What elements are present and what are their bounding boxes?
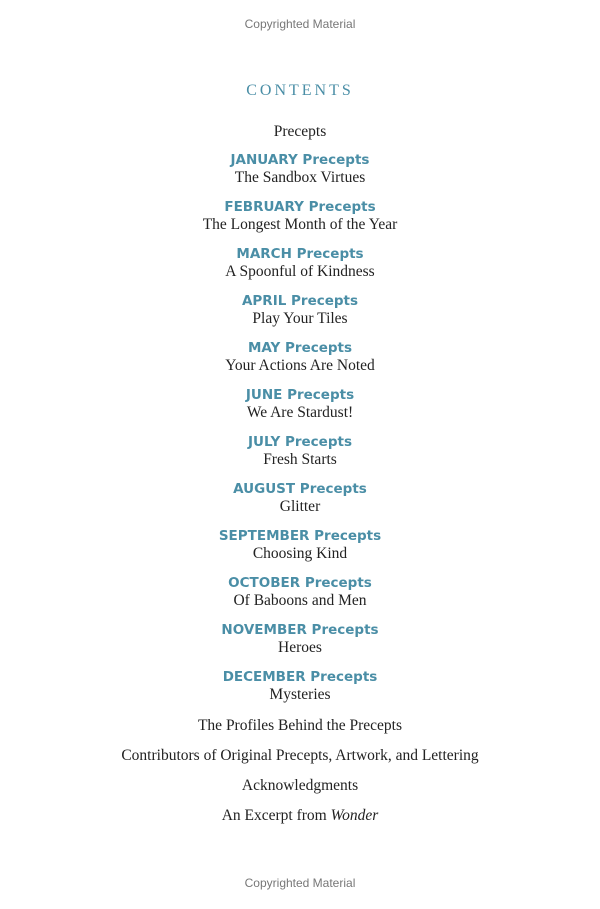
month-title: The Longest Month of the Year — [202, 216, 398, 233]
month-title: We Are Stardust! — [246, 404, 354, 421]
month-title: Fresh Starts — [263, 451, 337, 468]
toc-month-july[interactable] — [0, 434, 600, 481]
toc-entry-acknowledgments[interactable]: Acknowledgments — [241, 777, 359, 794]
month-label: DECEMBER Precepts — [222, 669, 378, 685]
toc-month-march[interactable] — [0, 246, 600, 293]
excerpt-book-title: Wonder — [330, 807, 379, 824]
month-label: APRIL Precepts — [241, 293, 359, 309]
month-title: Mysteries — [269, 686, 331, 703]
contents-heading: CONTENTS — [246, 82, 354, 99]
toc-month-september[interactable] — [0, 528, 600, 575]
month-label: NOVEMBER Precepts — [221, 622, 379, 638]
month-label: JANUARY Precepts — [230, 152, 370, 168]
month-title: Of Baboons and Men — [233, 592, 367, 609]
month-title: Heroes — [278, 639, 322, 656]
toc-entry-contributors[interactable]: Contributors of Original Precepts, Artwork, and Lettering — [121, 747, 479, 764]
month-label: MAY Precepts — [247, 340, 353, 356]
month-label: OCTOBER Precepts — [228, 575, 372, 591]
month-title: The Sandbox Virtues — [234, 169, 366, 186]
month-label: AUGUST Precepts — [233, 481, 367, 497]
month-label: FEBRUARY Precepts — [224, 199, 376, 215]
toc-month-april[interactable] — [0, 293, 600, 340]
month-title: Glitter — [279, 498, 321, 515]
toc-month-december[interactable] — [0, 669, 600, 716]
toc-month-october[interactable] — [0, 575, 600, 622]
month-title: Your Actions Are Noted — [225, 357, 375, 374]
toc-month-november[interactable] — [0, 622, 600, 669]
month-label: JULY Precepts — [248, 434, 352, 450]
toc-month-august[interactable] — [0, 481, 600, 528]
table-of-contents — [0, 122, 600, 836]
watermark-top: Copyrighted Material — [244, 17, 356, 31]
month-label: SEPTEMBER Precepts — [218, 528, 382, 544]
toc-month-may[interactable] — [0, 340, 600, 387]
month-title: Choosing Kind — [252, 545, 348, 562]
month-title: Play Your Tiles — [252, 310, 348, 327]
toc-entry-excerpt[interactable] — [0, 806, 600, 836]
toc-month-february[interactable] — [0, 199, 600, 246]
toc-month-june[interactable] — [0, 387, 600, 434]
toc-month-january[interactable] — [0, 152, 600, 199]
toc-entry-profiles[interactable]: The Profiles Behind the Precepts — [197, 717, 403, 734]
month-label: MARCH Precepts — [236, 246, 364, 262]
toc-entry-precepts[interactable]: Precepts — [273, 123, 327, 140]
watermark-bottom: Copyrighted Material — [244, 876, 356, 890]
month-label: JUNE Precepts — [245, 387, 355, 403]
month-title: A Spoonful of Kindness — [225, 263, 375, 280]
excerpt-prefix: An Excerpt from — [221, 807, 331, 824]
